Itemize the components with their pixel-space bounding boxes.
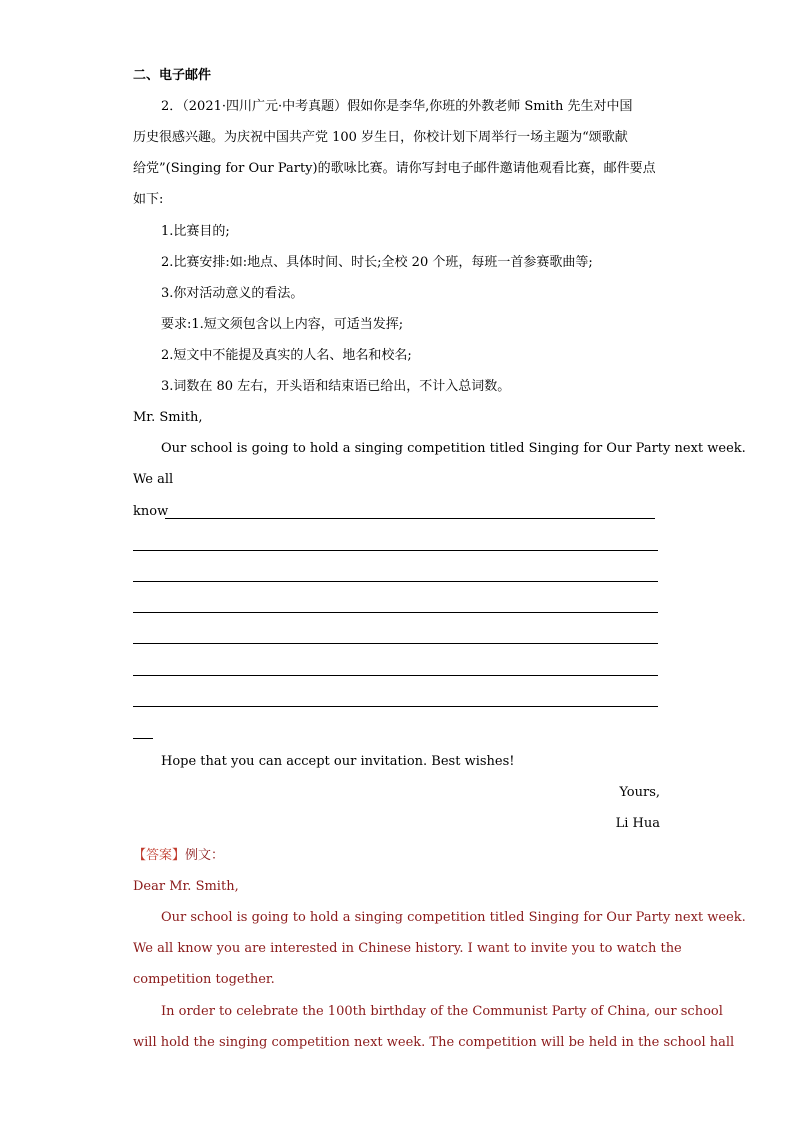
letter-opening: Our school is going to hold a singing competition titled Singing for Our Party next week. <box>161 441 746 456</box>
letter-we-all: We all <box>133 472 174 487</box>
requirement-1: 要求:1.短文须包含以上内容，可适当发挥; <box>161 317 404 332</box>
answer-p1-line-1: Our school is going to hold a singing competition titled Singing for Our Party next week. <box>161 910 746 925</box>
section-heading: 二、电子邮件 <box>133 68 212 83</box>
answer-tag: 【答案】 <box>133 848 186 863</box>
question-line-3: 给党”(Singing for Our Party)的歌咏比赛。请你写封电子邮件邀请他观看比赛，邮件要点 <box>133 161 656 176</box>
writing-line <box>133 612 658 613</box>
requirement-2: 2.短文中不能提及真实的人名、地名和校名; <box>161 348 412 363</box>
letter-salutation: Mr. Smith, <box>133 410 203 425</box>
letter-yours: Yours, <box>619 785 660 800</box>
answer-label: 例文： <box>185 848 225 863</box>
point-1: 1.比赛目的; <box>161 224 230 239</box>
letter-signature: Li Hua <box>615 816 660 831</box>
letter-know: know <box>133 504 169 519</box>
writing-line <box>133 706 658 707</box>
writing-line <box>133 643 658 644</box>
letter-closing: Hope that you can accept our invitation. Best wishes! <box>161 754 515 769</box>
answer-p1-line-3: competition together. <box>133 972 275 987</box>
answer-salutation: Dear Mr. Smith, <box>133 879 239 894</box>
writing-line <box>165 518 655 519</box>
point-2: 2.比赛安排:如:地点、具体时间、时长;全校 20 个班，每班一首参赛歌曲等; <box>161 255 593 270</box>
question-line-1: 2．（2021·四川广元·中考真题）假如你是李华,你班的外教老师 Smith 先生对中国 <box>161 99 633 114</box>
answer-p2-line-1: In order to celebrate the 100th birthday of the Communist Party of China, our school <box>161 1004 723 1019</box>
question-line-4: 如下: <box>133 192 164 207</box>
writing-line <box>133 550 658 551</box>
answer-heading <box>133 846 663 866</box>
answer-p2-line-2: will hold the singing competition next week. The competition will be held in the school hall <box>133 1035 735 1050</box>
writing-line <box>133 581 658 582</box>
writing-line <box>133 675 658 676</box>
answer-p1-line-2: We all know you are interested in Chinese history. I want to invite you to watch the <box>133 941 682 956</box>
writing-line-end <box>133 738 153 739</box>
point-3: 3.你对活动意义的看法。 <box>161 286 304 301</box>
requirement-3: 3.词数在 80 左右，开头语和结束语已给出，不计入总词数。 <box>161 379 511 394</box>
question-line-2: 历史很感兴趣。为庆祝中国共产党 100 岁生日，你校计划下周举行一场主题为“颂歌献 <box>133 130 628 145</box>
